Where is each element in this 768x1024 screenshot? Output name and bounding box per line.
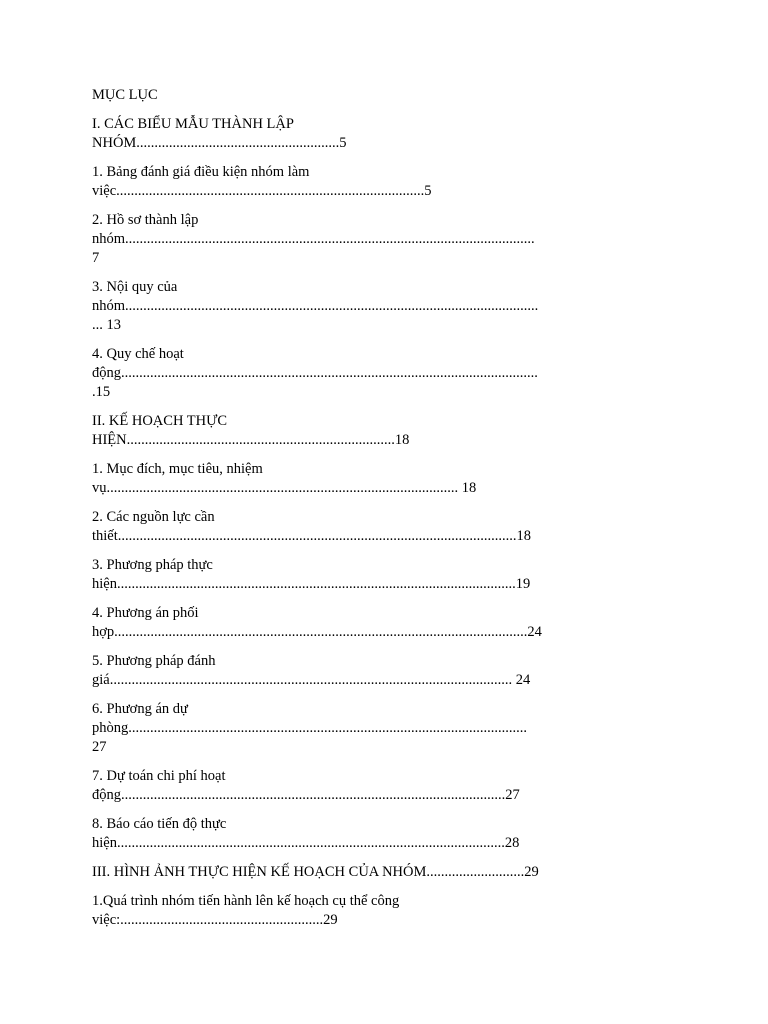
toc-entry-line: 3. Nội quy của bbox=[92, 279, 178, 295]
toc-entry-line: 2. Các nguồn lực cần bbox=[92, 509, 215, 525]
toc-entry-line: hợp..................................................................................................................24 bbox=[92, 624, 542, 640]
toc-entry-line: nhóm.................................................................................................................. bbox=[92, 298, 539, 314]
toc-entry bbox=[92, 863, 692, 882]
toc-entry-line: II. KẾ HOẠCH THỰC bbox=[92, 413, 228, 429]
toc-entry-line: giá............................................................................................................... 24 bbox=[92, 672, 531, 688]
toc-entry bbox=[92, 767, 692, 805]
toc-entry-line: HIỆN..........................................................................18 bbox=[92, 432, 410, 448]
toc-entry-line: NHÓM........................................................5 bbox=[92, 135, 347, 151]
toc-entry bbox=[92, 508, 692, 546]
toc-entry-line: động................................................................................................................... bbox=[92, 365, 538, 381]
toc-entry-line: hiện..............................................................................................................19 bbox=[92, 576, 531, 592]
toc-entry-line: III. HÌNH ẢNH THỰC HIỆN KẾ HOẠCH CỦA NHÓM...........................29 bbox=[92, 864, 539, 880]
toc-entries bbox=[92, 115, 692, 930]
toc-entry-line: việc:........................................................29 bbox=[92, 912, 338, 928]
toc-entry-line: nhóm................................................................................................................. bbox=[92, 231, 535, 247]
toc-entry-line: 27 bbox=[92, 739, 107, 755]
toc-entry-line: 1. Bảng đánh giá điều kiện nhóm làm bbox=[92, 164, 310, 180]
toc-entry bbox=[92, 412, 692, 450]
toc-entry-line: 6. Phương án dự bbox=[92, 701, 188, 717]
toc-entry-line: vụ................................................................................................. 18 bbox=[92, 480, 477, 496]
toc-entry bbox=[92, 211, 692, 268]
toc-entry-line: 1.Quá trình nhóm tiến hành lên kế hoạch cụ thể công bbox=[92, 893, 400, 909]
toc-entry-line: việc.....................................................................................5 bbox=[92, 183, 432, 199]
toc-entry-line: 7. Dự toán chi phí hoạt bbox=[92, 768, 226, 784]
toc-entry bbox=[92, 892, 692, 930]
toc-entry bbox=[92, 345, 692, 402]
toc-entry bbox=[92, 556, 692, 594]
toc-entry-line: ... 13 bbox=[92, 317, 121, 333]
toc-entry bbox=[92, 604, 692, 642]
toc-entry-line: I. CÁC BIỂU MẪU THÀNH LẬP bbox=[92, 116, 294, 132]
toc-entry-line: 2. Hồ sơ thành lập bbox=[92, 212, 199, 228]
toc-entry-line: động..........................................................................................................27 bbox=[92, 787, 520, 803]
toc-entry bbox=[92, 815, 692, 853]
toc-entry bbox=[92, 700, 692, 757]
toc-entry-line: 1. Mục đích, mục tiêu, nhiệm bbox=[92, 461, 263, 477]
toc-entry bbox=[92, 652, 692, 690]
toc-entry-line: 5. Phương pháp đánh bbox=[92, 653, 216, 669]
toc-entry-line: phòng.............................................................................................................. bbox=[92, 720, 527, 736]
toc-entry-line: 4. Phương án phối bbox=[92, 605, 199, 621]
toc-entry-line: 4. Quy chế hoạt bbox=[92, 346, 184, 362]
toc-entry-line: 8. Báo cáo tiến độ thực bbox=[92, 816, 227, 832]
toc-entry-line: 3. Phương pháp thực bbox=[92, 557, 213, 573]
toc-entry bbox=[92, 115, 692, 153]
table-of-contents bbox=[92, 86, 692, 940]
toc-entry-line: 7 bbox=[92, 250, 100, 266]
toc-entry-line: thiết..............................................................................................................18 bbox=[92, 528, 532, 544]
toc-entry-line: hiện...........................................................................................................28 bbox=[92, 835, 520, 851]
toc-entry bbox=[92, 163, 692, 201]
toc-entry-line: .15 bbox=[92, 384, 111, 400]
toc-entry bbox=[92, 460, 692, 498]
toc-entry bbox=[92, 278, 692, 335]
toc-heading: MỤC LỤC bbox=[92, 87, 158, 103]
